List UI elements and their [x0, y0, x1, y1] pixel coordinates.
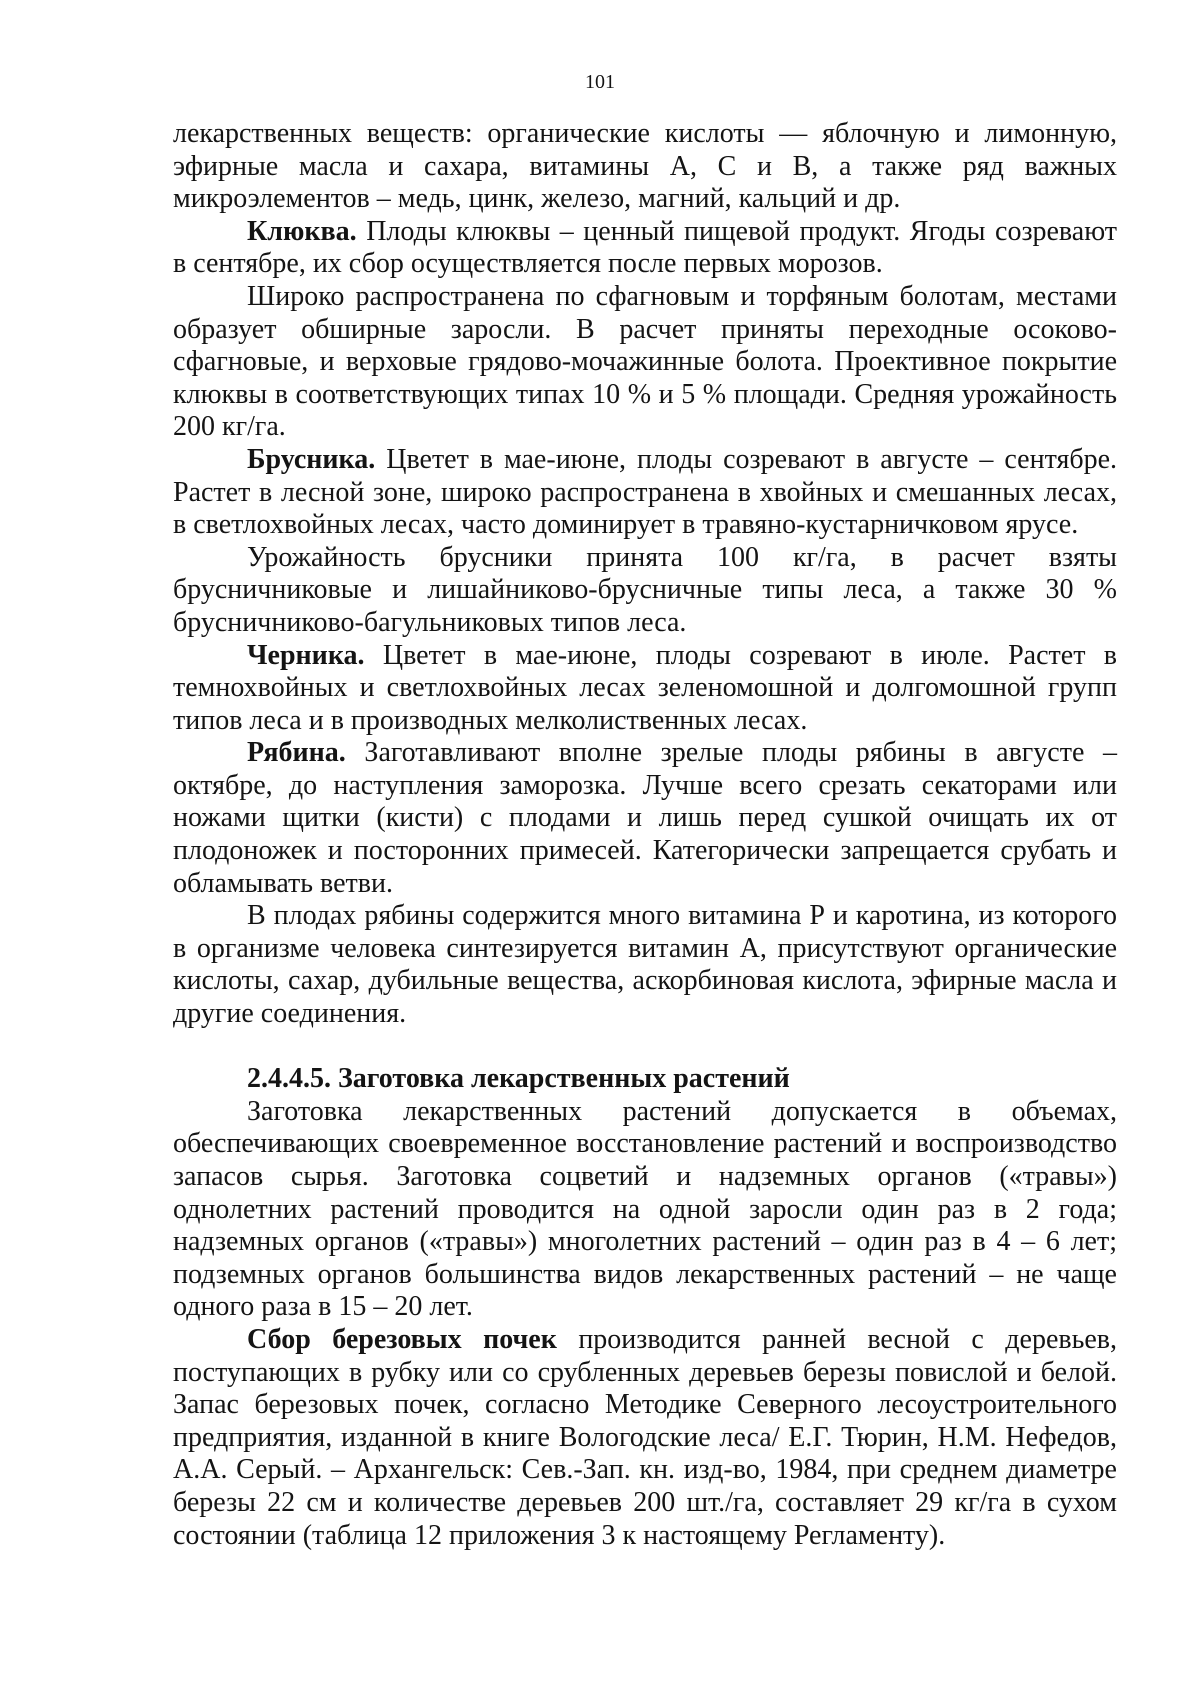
paragraph-birch-buds: [173, 1324, 1117, 1552]
term-cranberry: Клюква.: [247, 215, 357, 247]
section-spacer: [173, 1031, 1117, 1064]
paragraph-lingonberry: [173, 444, 1117, 542]
paragraph-cranberry-distribution: Широко распространена по сфагновым и торфяным болотам, местами образует обширные заросли. В расчет приняты переходные осоково-сфагновые, и верховые грядово-мочажинные болота. Проективное покрытие клюквы в соответствующих типах 10 % и 5 % площади. Средняя урожайность 200 кг/га.: [173, 280, 1117, 443]
paragraph-cranberry-text: Плоды клюквы – ценный пищевой продукт. Ягоды созревают в сентябре, их сбор осуществляется после первых морозов.: [173, 215, 1117, 280]
paragraph-blueberry: [173, 640, 1117, 738]
document-body: [173, 118, 1117, 1552]
paragraph-lingonberry-text: Цветет в мае-июне, плоды созревают в августе – сентябре. Растет в лесной зоне, широко распространена в хвойных и смешанных лесах, в светлохвойных лесах, часто доминирует в травяно-кустарничковом ярусе.: [173, 443, 1117, 541]
term-birch-buds: Сбор березовых почек: [247, 1323, 557, 1355]
term-rowan: Рябина.: [247, 737, 346, 769]
paragraph-rowan-text: Заготавливают вполне зрелые плоды рябины в августе – октябре, до наступления заморозка. Лучше всего срезать секаторами или ножами щитки (кисти) с плодами и лишь перед сушкой очищать их от плодоножек и посторонних примесей. Категорически запрещается срубать и обламывать ветви.: [173, 737, 1118, 899]
paragraph-blueberry-text: Цветет в мае-июне, плоды созревают в июле. Растет в темнохвойных и светлохвойных лесах зеленомошной и долгомошной групп типов леса и в производных мелколиственных лесах.: [173, 639, 1117, 736]
page-number: 101: [585, 71, 615, 93]
paragraph-cranberry: [173, 216, 1117, 281]
paragraph-birch-buds-text: производится ранней весной с деревьев, поступающих в рубку или со срубленных деревьев березы повислой и белой. Запас березовых почек, согласно Методике Северного лесоустроительного предприятия, изданной в книге Вологодские леса/ Е.Г. Тюрин, Н.М. Нефедов, А.А. Серый. – Архангельск: Сев.-Зап. кн. изд-во, 1984, при среднем диаметре березы 22 см и количестве деревьев 200 шт./га, составляет 29 кг/га в сухом состоянии (таблица 12 приложения 3 к настоящему Регламенту).: [173, 1323, 1118, 1551]
paragraph-rowan-composition: В плодах рябины содержится много витамина Р и каротина, из которого в организме человека синтезируется витамин А, присутствуют органические кислоты, сахар, дубильные вещества, аскорбиновая кислота, эфирные масла и другие соединения.: [173, 900, 1117, 1030]
term-lingonberry: Брусника.: [247, 443, 376, 475]
paragraph-continuation: лекарственных веществ: органические кислоты — яблочную и лимонную, эфирные масла и сахара, витамины А, С и В, а также ряд важных микроэлементов – медь, цинк, железо, магний, кальций и др.: [173, 118, 1117, 215]
section-heading: 2.4.4.5. Заготовка лекарственных растений: [247, 1063, 790, 1095]
term-blueberry: Черника.: [247, 639, 365, 671]
paragraph-lingonberry-yield: Урожайность брусники принята 100 кг/га, в расчет взяты брусничниковые и лишайниково-брусничные типы леса, а также 30 % брусничниково-багульниковых типов леса.: [173, 541, 1117, 638]
paragraph-medicinal-harvest: Заготовка лекарственных растений допускается в объемах, обеспечивающих своевременное восстановление растений и воспроизводство запасов сырья. Заготовка соцветий и надземных органов («травы») однолетних растений проводится на одной заросли один раз в 2 года; надземных органов («травы») многолетних растений – один раз в 4 – 6 лет; подземных органов большинства видов лекарственных растений – не чаще одного раза в 15 – 20 лет.: [173, 1095, 1117, 1323]
paragraph-rowan: [173, 737, 1117, 900]
